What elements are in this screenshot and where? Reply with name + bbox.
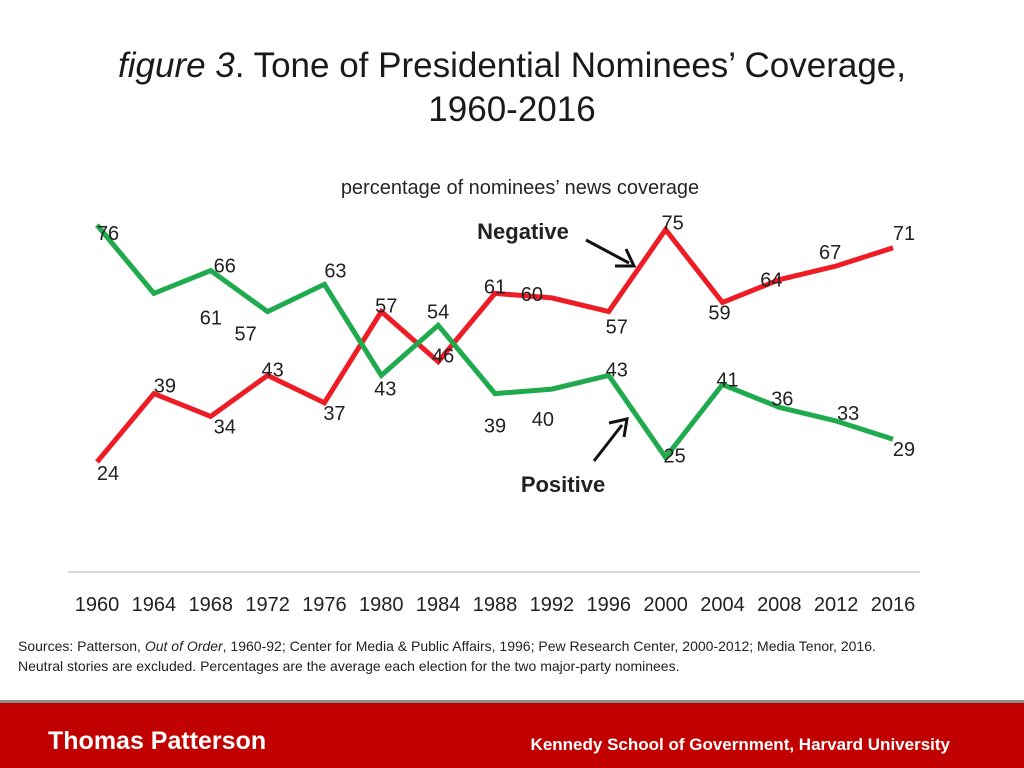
x-tick-label-1960: 1960 <box>74 594 120 616</box>
x-tick-label-1968: 1968 <box>188 594 233 616</box>
footer-bar <box>0 700 1024 768</box>
data-label-negative-1968: 34 <box>213 416 236 439</box>
sources-footnote: Neutral stories are excluded. Percentages are the average each election for the two major-party nominees. <box>18 658 680 674</box>
data-label-negative-1992: 60 <box>520 283 544 306</box>
legend-label-positive: Positive <box>520 472 606 497</box>
arrow-negative-shaft <box>586 240 629 263</box>
sources-note <box>18 636 1008 676</box>
x-tick-label-2004: 2004 <box>700 594 745 616</box>
data-label-positive-1984: 54 <box>427 301 450 324</box>
title-text: . Tone of Presidential Nominees’ Coverage, <box>234 46 906 85</box>
data-label-positive-1972: 57 <box>234 323 257 346</box>
footer-institution: Kennedy School of Government, Harvard University <box>530 735 950 754</box>
data-label-positive-1980: 43 <box>374 378 397 401</box>
arrow-positive-shaft <box>594 425 622 461</box>
data-label-positive-1976: 63 <box>324 260 347 283</box>
data-label-negative-1984: 46 <box>432 345 455 368</box>
data-label-negative-2004: 59 <box>708 302 731 325</box>
x-tick-label-2008: 2008 <box>757 594 802 616</box>
data-label-negative-2012: 67 <box>819 242 842 265</box>
x-tick-label-1996: 1996 <box>586 594 631 616</box>
chart-subtitle: percentage of nominees’ news coverage <box>340 177 700 199</box>
x-tick-label-2012: 2012 <box>813 594 859 616</box>
x-tick-label-1972: 1972 <box>245 594 290 616</box>
data-label-positive-2012: 33 <box>837 402 860 425</box>
footer-author: Thomas Patterson <box>48 727 267 755</box>
x-tick-label-1984: 1984 <box>415 594 461 616</box>
x-tick-label-1988: 1988 <box>472 594 518 616</box>
data-label-negative-1960: 24 <box>96 463 120 485</box>
data-label-negative-1980: 57 <box>375 295 398 318</box>
sources-prefix: Sources: Patterson, <box>18 638 145 654</box>
sources-book-title: Out of Order <box>144 638 223 654</box>
x-tick-label-1964: 1964 <box>131 594 177 616</box>
data-label-positive-1968: 66 <box>213 255 236 278</box>
data-label-negative-1972: 43 <box>261 359 284 382</box>
data-label-positive-2004: 41 <box>716 369 739 392</box>
data-label-positive-1964: 61 <box>199 307 222 330</box>
x-tick-label-2016: 2016 <box>870 594 916 616</box>
data-label-positive-1988: 39 <box>483 415 507 438</box>
data-label-negative-2000: 75 <box>661 212 684 235</box>
data-label-negative-1996: 57 <box>605 316 628 339</box>
data-label-negative-1964: 39 <box>153 375 176 398</box>
legend-label-negative: Negative <box>477 219 569 244</box>
data-label-positive-2000: 25 <box>663 445 686 468</box>
title-years: 1960-2016 <box>428 90 596 129</box>
data-label-positive-2016: 29 <box>892 439 916 462</box>
data-label-negative-1988: 61 <box>483 276 507 299</box>
title-figure-number: figure 3 <box>118 46 235 85</box>
data-label-negative-2008: 64 <box>760 269 783 292</box>
data-label-positive-1960: 76 <box>96 223 120 245</box>
data-label-negative-2016: 71 <box>892 222 916 245</box>
data-label-positive-1996: 43 <box>605 359 628 382</box>
x-tick-label-1992: 1992 <box>529 594 575 616</box>
data-label-positive-2008: 36 <box>771 388 794 411</box>
data-label-negative-1976: 37 <box>323 402 346 425</box>
x-tick-label-2000: 2000 <box>643 594 688 616</box>
x-tick-label-1976: 1976 <box>302 594 347 616</box>
sources-rest: , 1960-92; Center for Media & Public Affairs, 1996; Pew Research Center, 2000-2012; Media Tenor, 2016. <box>222 638 876 654</box>
data-label-positive-1992: 40 <box>531 409 555 432</box>
x-tick-label-1980: 1980 <box>359 594 404 616</box>
